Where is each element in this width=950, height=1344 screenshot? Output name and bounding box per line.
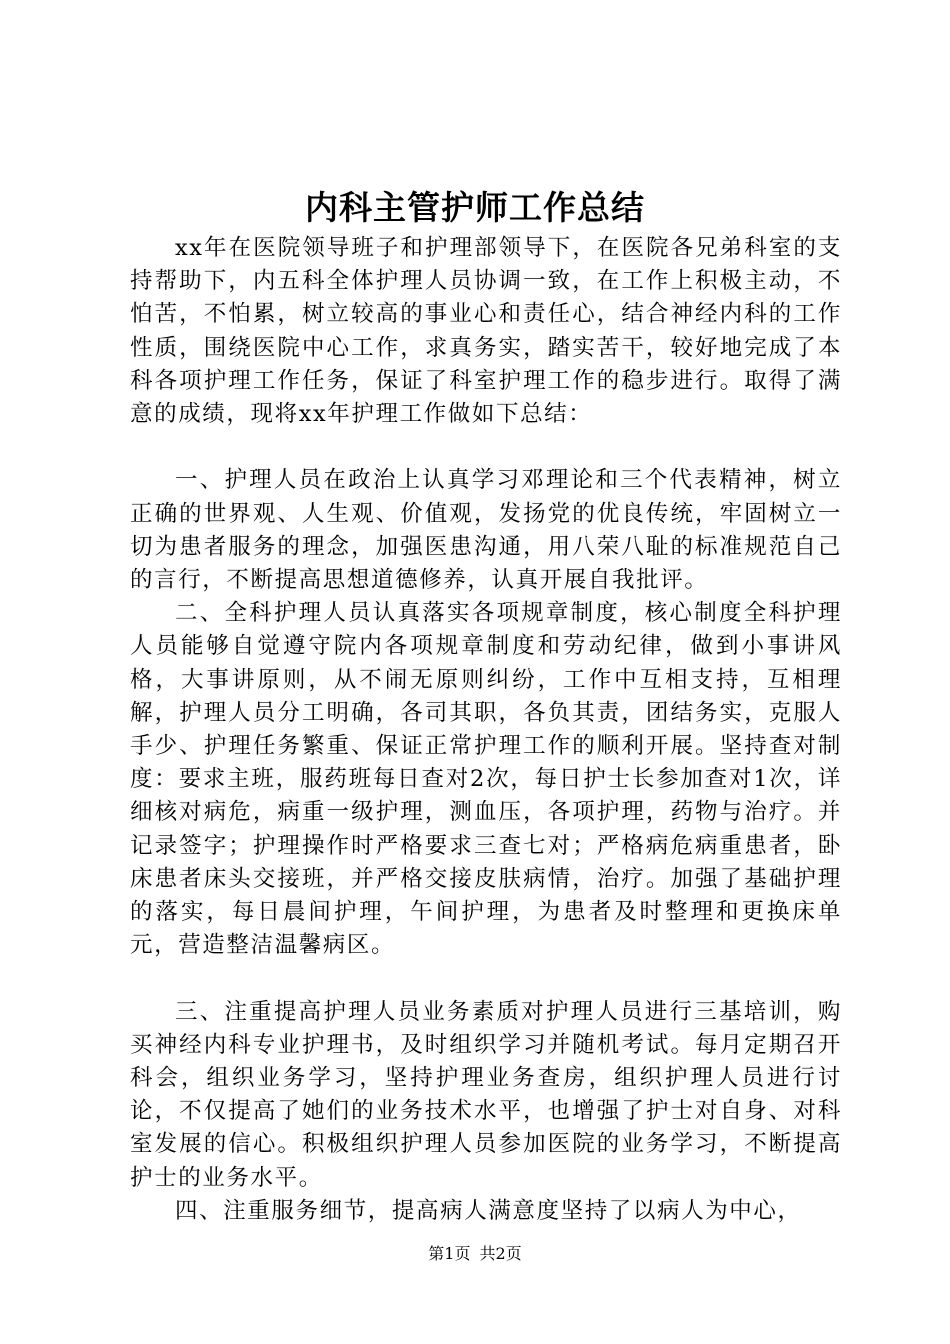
paragraph-section-1: 一、护理人员在政治上认真学习邓理论和三个代表精神，树立正确的世界观、人生观、价值观，发扬党的优良传统，牢固树立一切为患者服务的理念，加强医患沟通，用八荣八耻的标准规范自己的言行，不断提高思想道德修养，认真开展自我批评。 <box>130 467 842 594</box>
paragraph-intro: xx年在医院领导班子和护理部领导下，在医院各兄弟科室的支持帮助下，内五科全体护理人员协调一致，在工作上积极主动，不怕苦，不怕累，树立较高的事业心和责任心，结合神经内科的工作性质，围绕医院中心工作，求真务实，踏实苦干，较好地完成了本科各项护理工作任务，保证了科室护理工作的稳步进行。取得了满意的成绩，现将xx年护理工作做如下总结： <box>130 235 842 428</box>
page-number-total: 共2页 <box>479 1244 522 1263</box>
page-number-current: 第1页 <box>428 1244 471 1263</box>
page-footer <box>0 1243 950 1265</box>
document-title: 内科主管护师工作总结 <box>305 188 645 227</box>
document-body <box>130 232 842 1228</box>
paragraph-spacer <box>130 962 842 995</box>
paragraph-section-3: 三、注重提高护理人员业务素质对护理人员进行三基培训，购买神经内科专业护理书，及时组织学习并随机考试。每月定期召开科会，组织业务学习，坚持护理业务查房，组织护理人员进行讨论，不仅提高了她们的业务技术水平，也增强了护士对自身、对科室发展的信心。积极组织护理人员参加医院的业务学习，不断提高护士的业务水平。 <box>130 998 842 1191</box>
paragraph-section-2: 二、全科护理人员认真落实各项规章制度，核心制度全科护理人员能够自觉遵守院内各项规章制度和劳动纪律，做到小事讲风格，大事讲原则，从不闹无原则纠纷，工作中互相支持，互相理解，护理人员分工明确，各司其职，各负其责，团结务实，克服人手少、护理任务繁重、保证正常护理工作的顺利开展。坚持查对制度：要求主班，服药班每日查对2次，每日护士长参加查对1次，详细核对病危，病重一级护理，测血压，各项护理，药物与治疗。并记录签字；护理操作时严格要求三查七对；严格病危病重患者，卧床患者床头交接班，并严格交接皮肤病情，治疗。加强了基础护理的落实，每日晨间护理，午间护理，为患者及时整理和更换床单元，营造整洁温馨病区。 <box>130 600 842 959</box>
paragraph-spacer <box>130 431 842 464</box>
paragraph-section-4: 四、注重服务细节，提高病人满意度坚持了以病人为中心， <box>175 1197 802 1224</box>
